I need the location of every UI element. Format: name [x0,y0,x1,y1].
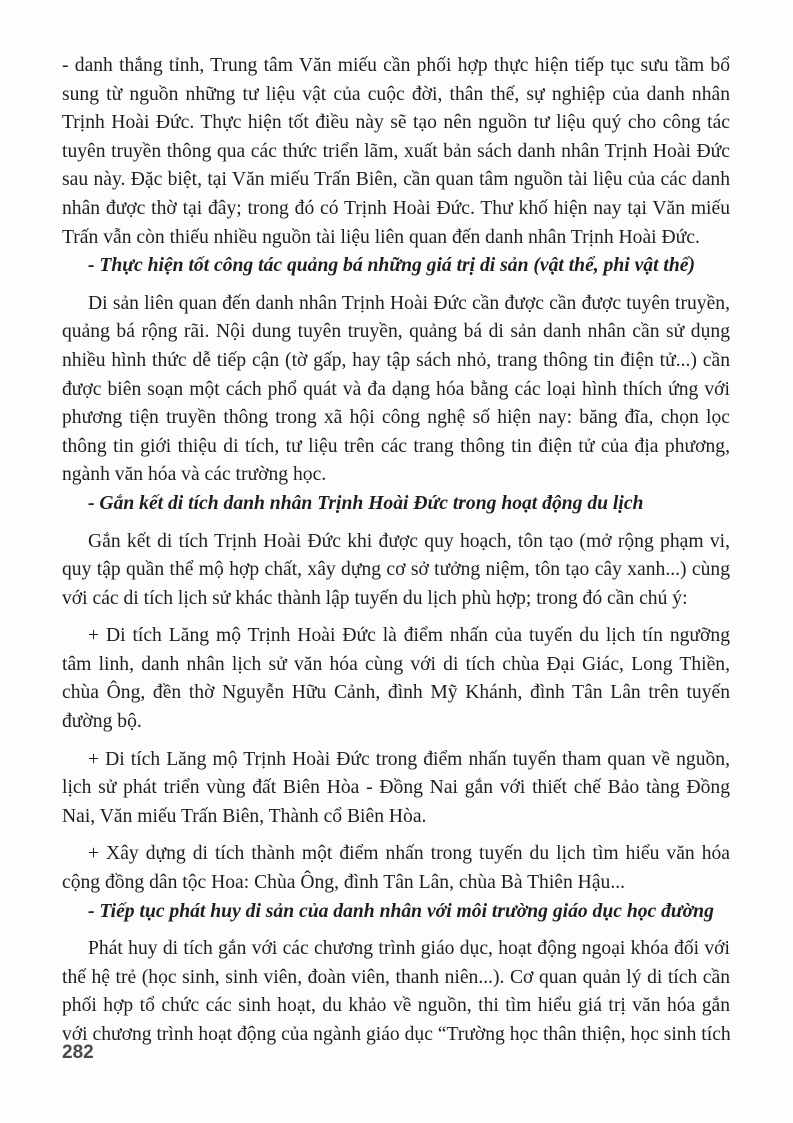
paragraph-tourism-intro [62,528,730,614]
text-line: thông tin giới thiệu di tích, tư liệu trên các trang thông tin điện tử của địa phương, [62,435,730,457]
text-line: với các di tích lịch sử khác thành lập tuyến du lịch phù hợp; trong đó cần chú ý: [62,587,688,609]
text-line: quảng bá rộng rãi. Nội dung tuyên truyền, quảng bá di sản danh nhân cần sử dụng [62,321,730,343]
text-line: đường bộ. [62,711,142,733]
text-line: nhân được thờ tại đây; trong đó có Trịnh Hoài Đức. Thư khố hiện nay tại Văn miếu [62,197,730,219]
text-line: Gắn kết di tích Trịnh Hoài Đức khi được quy hoạch, tôn tạo (mở rộng phạm vi, [88,530,730,552]
text-line: Trấn vẫn còn thiếu nhiều nguồn tài liệu liên quan đến danh nhân Trịnh Hoài Đức. [62,226,700,248]
text-line: - danh thắng tỉnh, Trung tâm Văn miếu cần phối hợp thực hiện tiếp tục sưu tầm bổ [62,55,730,76]
text-line: + Di tích Lăng mộ Trịnh Hoài Đức trong điểm nhấn tuyến tham quan về nguồn, [88,748,730,770]
text-line: cộng đồng dân tộc Hoa: Chùa Ông, đình Tân Lân, chùa Bà Thiên Hậu... [62,872,626,894]
text-line: được biên soạn một cách phổ quát và đa dạng hóa bằng các loại hình thích ứng với [62,378,730,400]
text-line: quy tập quần thể mộ hợp chất, xây dựng cơ sở tưởng niệm, tôn tạo cây xanh...) cùng [62,559,730,581]
text-line: sau này. Đặc biệt, tại Văn miếu Trấn Biên, cần quan tâm nguồn tài liệu của các danh [62,169,730,191]
text-line: phương tiện truyền thông trong xã hội công nghệ số hiện nay: băng đĩa, chọn lọc [62,407,730,429]
text-line: lịch sử phát triển vùng đất Biên Hòa - Đồng Nai gắn với thiết chế Bảo tàng Đồng [62,777,730,799]
paragraph-tourism-route-3 [62,840,730,897]
text-line: với chương trình hoạt động của ngành giáo dục “Trường học thân thiện, học sinh tích [62,1024,731,1045]
text-line: + Xây dựng di tích thành một điểm nhấn trong tuyến du lịch tìm hiểu văn hóa [88,843,730,865]
page-number: 282 [62,1042,94,1063]
text-line: Nai, Văn miếu Trấn Biên, Thành cổ Biên Hòa. [62,805,427,827]
paragraph-education [62,935,730,1049]
paragraph-heritage-collection [62,52,730,252]
paragraph-promotion [62,290,730,490]
section-heading-tourism: - Gắn kết di tích danh nhân Trịnh Hoài Đức trong hoạt động du lịch [88,492,644,514]
section-heading-education: - Tiếp tục phát huy di sản của danh nhân với môi trường giáo dục học đường [88,900,714,922]
text-line: ngành văn hóa và các trường học. [62,464,327,486]
text-line: phối hợp tổ chức các sinh hoạt, du khảo về nguồn, thi tìm hiểu giá trị văn hóa gắn [62,995,730,1017]
page-body [62,52,730,1050]
section-heading-promotion: - Thực hiện tốt công tác quảng bá những giá trị di sản (vật thể, phi vật thể) [88,255,695,277]
paragraph-tourism-route-2 [62,746,730,832]
text-line: tuyên truyền thông qua các thức triển lãm, xuất bản sách danh nhân Trịnh Hoài Đức [62,140,730,162]
text-line: tâm linh, danh nhân lịch sử văn hóa cùng với di tích chùa Đại Giác, Long Thiền, [62,653,730,675]
text-line: chùa Ông, đền thờ Nguyễn Hữu Cảnh, đình Mỹ Khánh, đình Tân Lân trên tuyến [62,682,730,704]
text-line: Trịnh Hoài Đức. Thực hiện tốt điều này sẽ tạo nên nguồn tư liệu quý cho công tác [62,112,730,134]
text-line: Di sản liên quan đến danh nhân Trịnh Hoài Đức cần được cần được tuyên truyền, [88,292,730,314]
text-line: + Di tích Lăng mộ Trịnh Hoài Đức là điểm nhấn của tuyến du lịch tín ngưỡng [88,625,730,647]
text-line: Phát huy di tích gắn với các chương trình giáo dục, hoạt động ngoại khóa đối với [88,938,730,960]
text-line: sung từ nguồn những tư liệu vật của cuộc đời, thân thế, sự nghiệp của danh nhân [62,83,730,105]
text-line: thế hệ trẻ (học sinh, sinh viên, đoàn viên, thanh niên...). Cơ quan quản lý di tích cần [62,966,730,988]
paragraph-tourism-route-1 [62,622,730,736]
text-line: nhiều hình thức dễ tiếp cận (tờ gấp, hay tập sách nhỏ, trang thông tin điện tử...) cần [62,349,730,371]
